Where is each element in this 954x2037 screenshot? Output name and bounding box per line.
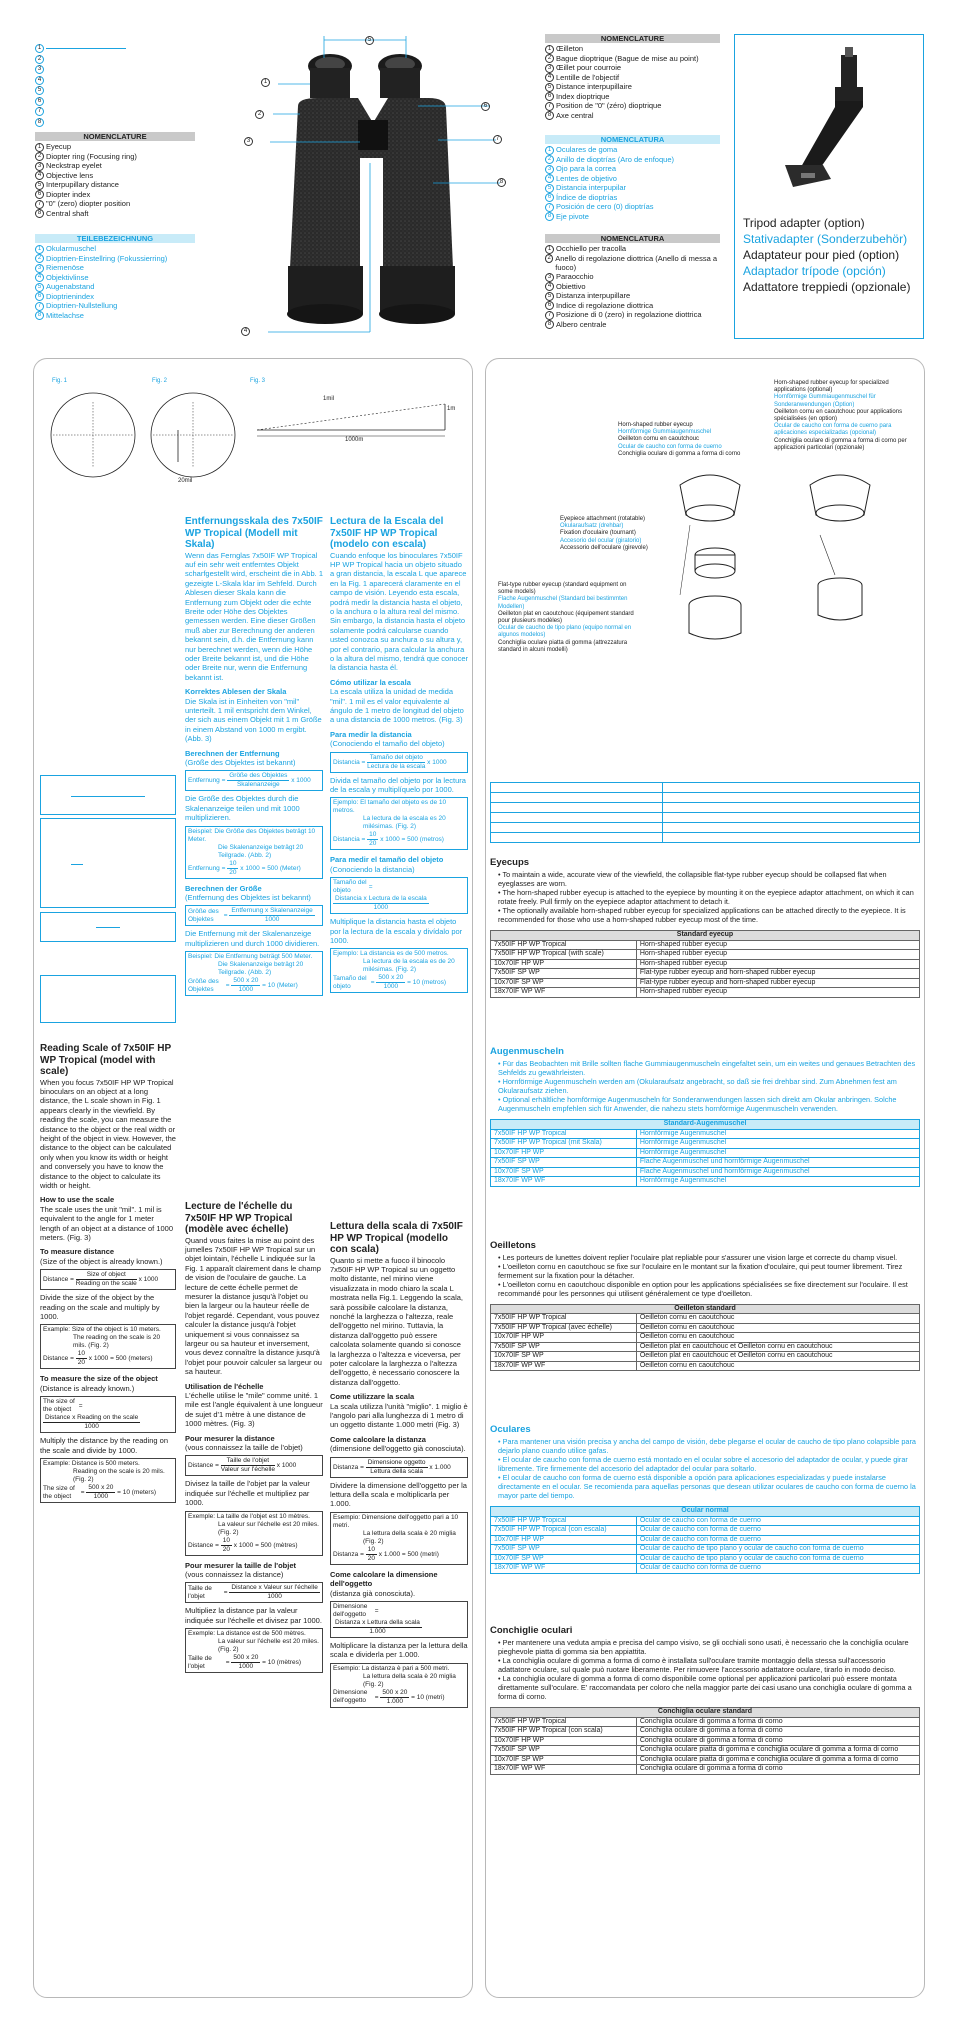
- eyecups-bullet: El ocular de caucho con forma de cuerno está disponible a opción para aplicaciones especializadas y puede instalarse directamente en el ocular. Se recomienda para aquellas personas que desean utilizar oculares de caucho con forma de cuerno la mayor parte del tiempo.: [498, 1472, 916, 1501]
- table-row: 10x70IF HP WP Ocular de caucho con forma de cuerno: [491, 1535, 920, 1545]
- nomenclature-item: Posizione di 0 (zero) in regolazione diottrica: [556, 310, 702, 320]
- callout-number: 2: [35, 55, 44, 64]
- callout-number: 7: [35, 107, 44, 116]
- it-distance-formula: Distanza = $\frac{\text{Dimensione oggetto}}{\text{Lettura della scala}}$ x 1.000: [330, 1457, 468, 1478]
- it-scale-section: [330, 1215, 468, 1711]
- eyecups-de-title: Augenmuscheln: [490, 1046, 564, 1057]
- eyecups-bullet: Hornförmige Augenmuscheln werden am (Okularaufsatz angebracht, so daß sie frei drehbar sind. Zum Abnehmen fest am Okularaufsatz ziehen.: [498, 1076, 897, 1095]
- nomenclature-item: Okularmuschel: [46, 244, 97, 253]
- eyecups-es-title: Oculares: [490, 1424, 531, 1435]
- it-distance-example: Esempio: Dimensione dell'oggetto pari a 10 metri. La lettura della scala è 20 miglia (Fig. 2) Distanza = $\frac{10}{20}$ x 1.000 = 500 (metri): [330, 1512, 468, 1565]
- tripod-label-fr: Adaptateur pour pied (option): [743, 248, 900, 262]
- fr-scale-heading: Pour mesurer la distance: [185, 1433, 275, 1443]
- nomenclature-item: Diopter index: [46, 189, 91, 199]
- de-nomenclature: [35, 234, 195, 320]
- table-row: 18x70IF WP WF Oeilleton cornu en caoutchouc: [491, 1361, 920, 1371]
- standard-eyecup-table: Standard eyecup 7x50IF HP WP Tropical Horn-shaped rubber eyecup 7x50IF HP WP Tropical (with scale) Horn-shaped rubber eyecup 10x70IF HP WP Horn-shaped rubber eyecup 7x50IF SP WP Flat-type rubber eyecup and horn-shaped rubber eyecup 10x70IF SP WP Flat-type rubber eyecup and horn-shaped rubber eyecup 18x70IF WP WF Horn-shaped rubber eyecup: [490, 930, 920, 998]
- de-scale-heading: Berechnen der Entfernung: [185, 748, 280, 758]
- nomenclature-item: Paraocchio: [556, 272, 594, 282]
- table-row: 10x70IF HP WP Horn-shaped rubber eyecup: [491, 959, 920, 969]
- callout-5: 5: [365, 36, 374, 45]
- nomenclature-item: Augenabstand: [46, 282, 95, 292]
- en-scale-text: Divide the size of the object by the reading on the scale and multiply by 1000.: [40, 1293, 160, 1322]
- horn-special-labels: Horn-shaped rubber eyecup for specialized applications (optional) Hornförmige Gummiaugenmuschel für Sonderanwendungen (Option) Oeilleton cornu en caoutchouc pour applications spécialisées (en option) Ocular de caucho con forma de cuerno para aplicaciones especializadas (opcional) Conchiglia oculare di gomma a forma di corno per applicazioni particolari (opzionale): [774, 380, 907, 451]
- ocular-normal-table: Ocular normal 7x50IF HP WP Tropical Ocular de caucho con forma de cuerno 7x50IF HP WP Tropical (con escala) Ocular de caucho con forma de cuerno 10x70IF HP WP Ocular de caucho con forma de cuerno 7x50IF SP WP Ocular de caucho de tipo plano y ocular de caucho con forma de cuerno 10x70IF SP WP Ocular de caucho de tipo plano y ocular de caucho con forma de cuerno 18x70IF WP WF Ocular de caucho con forma de cuerno: [490, 1506, 920, 1574]
- table-row: 7x50IF HP WP Tropical Hornförmige Augenmuschel: [491, 1129, 920, 1139]
- table-row: 10x70IF HP WP Hornförmige Augenmuschel: [491, 1148, 920, 1158]
- en-nomenclature: [35, 132, 195, 218]
- fig3-mil-label: 1mil: [323, 396, 335, 402]
- fig3-1m-label: 1m: [447, 406, 456, 412]
- en-size-formula: The size of the object = $\frac{\text{Distance x Reading on the scale}}{1000}$: [40, 1396, 176, 1433]
- fig2-mils-label: 20mil: [178, 478, 193, 484]
- en-distance-formula: Distance = $\frac{\text{Size of object}}{\text{Reading on the scale}}$ x 1000: [40, 1269, 176, 1290]
- es-nomenclature-title: NOMENCLATURA: [545, 135, 720, 144]
- nomenclature-item: Ojo para la correa: [556, 164, 617, 174]
- eyepiece-attachment-labels: Eyepiece attachment (rotatable) Okularaufsatz (drehbar) Fixation d'oculaire (tournant) Accesorio del ocular (giratorio) Accessorio dell'oculare (girevole): [560, 516, 648, 551]
- it-scale-text: (distanza già conosciuta).: [330, 1588, 416, 1598]
- eyecups-bullet: Para mantener una visión precisa y ancha del campo de visión, debe plegarse el ocular de caucho de tipo plano colapsible para dejarlo plano cuando utilice gafas.: [498, 1436, 916, 1455]
- it-scale-text: (dimensione dell'oggetto già conosciuta).: [330, 1444, 466, 1454]
- fr-scale-section: [185, 1195, 323, 1676]
- en-scale-heading: To measure distance: [40, 1247, 115, 1257]
- eyecups-fr-title: Oeilletons: [490, 1240, 536, 1251]
- eyecups-bullet: La conchiglia oculare di gomma a forma di corno è installata sull'oculare tramite montaggio della stessa sull'accessorio adattatore oculare, sul quale può ruotare liberamente. Per rimuovere l'accessorio adattatore oculare, tirarlo in modo deciso.: [498, 1655, 896, 1674]
- binoculars-illustration: [228, 28, 528, 340]
- callout-number: 3: [35, 65, 44, 74]
- table-row: 7x50IF HP WP Tropical (mit Skala) Hornförmige Augenmuschel: [491, 1139, 920, 1149]
- fig2-reticle: [148, 390, 238, 480]
- table-row: 18x70IF WP WF Ocular de caucho con forma de cuerno: [491, 1564, 920, 1574]
- fig2-label: Fig. 2: [152, 378, 168, 384]
- callout-number: 4: [35, 76, 44, 85]
- nomenclature-item: Riemenöse: [46, 263, 84, 273]
- callout-4: 4: [241, 327, 250, 336]
- nomenclature-item: Lentes de objetivo: [556, 173, 617, 183]
- fr-scale-title: Lecture de l'échelle du 7x50IF HP WP Tropical (modèle avec échelle): [185, 1201, 293, 1235]
- table-row: 7x50IF HP WP Tropical (with scale) Horn-shaped rubber eyecup: [491, 950, 920, 960]
- de-scale-text: (Größe des Objektes ist bekannt): [185, 758, 296, 768]
- eyecups-bullet: Per mantenere una veduta ampia e precisa del campo visivo, se gli occhiali sono usati, è necessario che la conchiglia oculare pieghevole piatta di gomma sia ben appiattita.: [498, 1637, 909, 1656]
- callout-number: 1: [35, 44, 44, 53]
- nomenclature-item: Distancia interpupilar: [556, 183, 627, 193]
- top-number-list: [35, 40, 195, 124]
- it-size-formula: Dimensione dell'oggetto = $\frac{\text{Distanza x Lettura della scala}}{1.000}$: [330, 1601, 468, 1638]
- placeholder-box: [40, 775, 176, 815]
- table-row: 10x70IF SP WP Flat-type rubber eyecup and horn-shaped rubber eyecup: [491, 978, 920, 988]
- callout-number: 6: [35, 97, 44, 106]
- nomenclature-item: Obiettivo: [556, 281, 586, 291]
- placeholder-box: [40, 818, 176, 908]
- nomenclature-item: Lentille de l'objectif: [556, 72, 620, 82]
- eyecups-en-title: Eyecups: [490, 857, 530, 868]
- flat-eyecup-labels: Flat-type rubber eyecup (standard equipment on some models) Flache Augenmuschel (Standard bei bestimmten Modellen) Oeilleton plat en caoutchouc (équipement standard pour plusieurs modèles) Ocular de caucho de tipo plano (equipo normal en algunos modelos) Conchiglia oculare piatta di gomma (attrezzatura standard in alcuni modelli): [498, 582, 634, 653]
- eyecups-bullet: Für das Beobachten mit Brille sollten flache Gummiaugenmuscheln eingefaltet sein, um ein weites und genaues Betrachten des Sehfelds zu gewährleisten.: [498, 1058, 916, 1077]
- nomenclature-item: Anillo de dioptrías (Aro de enfoque): [556, 154, 674, 164]
- de-scale-text: Die Entfernung mit der Skalenanzeige multiplizieren und durch 1000 dividieren.: [185, 929, 320, 948]
- blank-blue-table: [490, 782, 920, 843]
- tripod-label-en: Tripod adapter (option): [743, 216, 865, 230]
- table-row: 7x50IF HP WP Tropical (con scala) Conchiglia oculare di gomma a forma di corno: [491, 1727, 920, 1737]
- fr-scale-heading: Utilisation de l'échelle: [185, 1381, 264, 1391]
- de-distance-formula: Entfernung = $\frac{\text{Größe des Objektes}}{\text{Skalenanzeige}}$ x 1000: [185, 770, 323, 791]
- it-scale-text: La scala utilizza l'unità "miglio". 1 miglio è l'angolo pari alla lunghezza di 1 metro di un oggetto distante 1.000 metri (Fig. 3): [330, 1401, 468, 1430]
- fig1-label: Fig. 1: [52, 378, 68, 384]
- it-scale-intro: Quanto si mette a fuoco il binocolo 7x50IF HP WP Tropical su un oggetto molto distante, nel mirino viene visualizzata in modo chiaro la scala L mostrata nella Fig.1. Leggendo la scala, sarà possibile calcolare la distanza, nonché la larghezza o l'altezza, reale dell'oggetto nel mirino. Tuttavia, la distanza dall'oggetto può essere calcolata solamente quando si conosce la larghezza o l'altezza e viceversa, per poter calcolare la larghezza o l'altezza dell'oggetto, è necessario conoscere la distanza dall'oggetto.: [330, 1255, 463, 1387]
- fig3-angle-diagram: [255, 390, 455, 440]
- tripod-label-es: Adaptador trípode (opción): [743, 264, 886, 278]
- placeholder-box: [40, 912, 176, 942]
- eyecups-it-section: Conchiglie oculari • Per mantenere una veduta ampia e precisa del campo visivo, se gli occhiali sono usati, è necessario che la conchiglia oculare pieghevole piatta di gomma sia ben appiattita. • La conchiglia oculare di gomma a forma di corno è installata sull'oculare tramite montaggio della stessa sull'accessorio adattatore oculare, sul quale può ruotare liberamente. Per rimuovere l'accessorio adattatore oculare, tirarlo in modo deciso. • La conchiglia oculare di gomma a forma di corno disponibile come optional per applicazioni particolari può essere montata direttamente sull'oculare. E' raccomandata per coloro che nella maggior parte dei casi usano una conchiglia oculare di gomma a forma di corno. Conchiglia oculare standard 7x50IF HP WP Tropical Conchiglia oculare di gomma a forma di corno 7x50IF HP WP Tropical (con scala) Conchiglia oculare di gomma a forma di corno 10x70IF HP WP Conchiglia oculare di gomma a forma di corno 7x50IF SP WP Conchiglia oculare piatta di gomma e conchiglia oculare di gomma a forma di corno 10x70IF SP WP Conchiglia oculare piatta di gomma e conchiglia oculare di gomma a forma di corno 18x70IF WP WF Conchiglia oculare di gomma a forma di corno: [490, 1625, 920, 1775]
- nomenclature-item: Oculares de goma: [556, 145, 618, 154]
- en-scale-title: Reading Scale of 7x50IF HP WP Tropical (model with scale): [40, 1043, 171, 1077]
- nomenclature-item: Dioptrien-Einstellring (Fokussierring): [46, 253, 168, 263]
- nomenclature-item: Mittelachse: [46, 310, 84, 320]
- tripod-label-de: Stativadapter (Sonderzubehör): [743, 232, 908, 246]
- nomenclature-item: Distance interpupillaire: [556, 82, 632, 92]
- nomenclature-item: Eyecup: [46, 142, 72, 151]
- it-scale-text: Dividere la dimensione dell'oggetto per la lettura della scala e moltiplicarla per 1.000.: [330, 1480, 467, 1509]
- standard-augenmuschel-table: Standard-Augenmuschel 7x50IF HP WP Tropical Hornförmige Augenmuschel 7x50IF HP WP Tropical (mit Skala) Hornförmige Augenmuschel 10x70IF HP WP Hornförmige Augenmuschel 7x50IF SP WP Flache Augenmuschel und hornförmige Augenmuschel 10x70IF SP WP Flache Augenmuschel und hornförmige Augenmuschel 18x70IF WP WF Hornförmige Augenmuschel: [490, 1119, 920, 1187]
- es-size-example: Ejemplo: La distancia es de 500 metros. La lectura de la escala es de 20 milésimas. (Fig. 2) Tamaño del objeto = $\frac{500 x 20}{1000} = 10$ (metros): [330, 948, 468, 993]
- nomenclature-item: Occhiello per tracolla: [556, 244, 627, 253]
- es-scale-section: [330, 510, 468, 996]
- eyecups-bullet: L'oeilleton cornu en caoutchouc se fixe sur l'oculaire en le montant sur la fixation d'oculaire, qui peut tourner librement. Tirez fermement sur la fixation pour la détacher.: [498, 1261, 903, 1280]
- eyecups-it-title: Conchiglie oculari: [490, 1625, 573, 1636]
- es-scale-text: La escala utiliza la unidad de medida "mil". 1 mil es el valor equivalente al ángulo de 1 metro de longitud del objeto a una distancia de 1000 metros. (Fig. 3): [330, 687, 464, 725]
- de-scale-text: Die Skala ist in Einheiten von "mil" unterteilt. 1 mil entspricht dem Winkel, der sich aus einem Objekt mit 1 m Größe in einem Abstand von 1000 m ergibt. (Abb. 3): [185, 696, 322, 744]
- nomenclature-item: Albero centrale: [556, 319, 607, 329]
- eyecups-es-section: Oculares • Para mantener una visión precisa y ancha del campo de visión, debe plegarse el ocular de caucho de tipo plano colapsible para dejarlo plano cuando utilice gafas. • El ocular de caucho con forma de cuerno está montado en el ocular sobre el accesorio del adaptador de ocular, y puede girar libremente. Tire firmemente del accesorio del adaptador del ocular para soltarlo. • El ocular de caucho con forma de cuerno está disponible a opción para aplicaciones especializadas y puede instalarse directamente en el ocular. Se recomienda para aquellas personas que desean utilizar oculares de caucho con forma de cuerno la mayor parte del tiempo. Ocular normal 7x50IF HP WP Tropical Ocular de caucho con forma de cuerno 7x50IF HP WP Tropical (con escala) Ocular de caucho con forma de cuerno 10x70IF HP WP Ocular de caucho con forma de cuerno 7x50IF SP WP Ocular de caucho de tipo plano y ocular de caucho con forma de cuerno 10x70IF SP WP Ocular de caucho de tipo plano y ocular de caucho con forma de cuerno 18x70IF WP WF Ocular de caucho con forma de cuerno: [490, 1424, 920, 1574]
- eyecups-bullet: To maintain a wide, accurate view of the viewfield, the collapsible flat-type rubber eyecup should be collapsed flat when eyeglasses are worn.: [498, 869, 887, 888]
- es-distance-example: Ejemplo: El tamaño del objeto es de 10 metros. La lectura de la escala es 20 milésimas. (Fig. 2) Distancia = $\frac{10}{20}$ x 1000 = 500 (metros): [330, 797, 468, 850]
- conchiglia-standard-table: Conchiglia oculare standard 7x50IF HP WP Tropical Conchiglia oculare di gomma a forma di corno 7x50IF HP WP Tropical (con scala) Conchiglia oculare di gomma a forma di corno 10x70IF HP WP Conchiglia oculare di gomma a forma di corno 7x50IF SP WP Conchiglia oculare piatta di gomma e conchiglia oculare di gomma a forma di corno 10x70IF SP WP Conchiglia oculare piatta di gomma e conchiglia oculare di gomma a forma di corno 18x70IF WP WF Conchiglia oculare di gomma a forma di corno: [490, 1707, 920, 1775]
- callout-1: 1: [261, 78, 270, 87]
- nomenclature-item: Eje pivote: [556, 211, 589, 221]
- eyecups-de-section: Augenmuscheln • Für das Beobachten mit Brille sollten flache Gummiaugenmuscheln eingefaltet sein, um ein weites und genaues Betrachten des Sehfelds zu gewährleisten. • Hornförmige Augenmuscheln werden am (Okularaufsatz angebracht, so daß sie frei drehbar sind. Zum Abnehmen fest am Okularaufsatz ziehen. • Optional erhältliche hornförmige Augenmuscheln für Sonderanwendungen lassen sich direkt am Okular anbringen. Solche Augenmuscheln empfehlen sich für Anwender, die nahezu stets hornförmige Augenmuscheln verwenden. Standard-Augenmuschel 7x50IF HP WP Tropical Hornförmige Augenmuschel 7x50IF HP WP Tropical (mit Skala) Hornförmige Augenmuschel 10x70IF HP WP Hornförmige Augenmuschel 7x50IF SP WP Flache Augenmuschel und hornförmige Augenmuschel 10x70IF SP WP Flache Augenmuschel und hornförmige Augenmuschel 18x70IF WP WF Hornförmige Augenmuschel: [490, 1046, 920, 1187]
- eyecups-fr-section: Oeilletons • Les porteurs de lunettes doivent replier l'oculaire plat repliable pour s'assurer une vision large et correcte du champ visuel. • L'oeilleton cornu en caoutchouc se fixe sur l'oculaire en le montant sur la fixation d'oculaire, qui peut tourner librement. Tirez fermement sur la fixation pour la détacher. • L'oeilleton cornu en caoutchouc disponible en option pour les applications spécialisées se fixe directement sur l'oculaire. Il est recommandé pour les personnes qui utilisent généralement ce type d'oeilleton. Oeilleton standard 7x50IF HP WP Tropical Oeilleton cornu en caoutchouc 7x50IF HP WP Tropical (avec échelle) Oeilleton cornu en caoutchouc 10x70IF HP WP Oeilleton cornu en caoutchouc 7x50IF SP WP Oeilleton plat en caoutchouc et Oeilleton cornu en caoutchouc 10x70IF SP WP Oeilleton plat en caoutchouc et Oeilleton cornu en caoutchouc 18x70IF WP WF Oeilleton cornu en caoutchouc: [490, 1240, 920, 1371]
- it-scale-text: Moltiplicare la distanza per la lettura della scala e dividerla per 1.000.: [330, 1641, 468, 1660]
- de-distance-example: Beispiel: Die Größe des Objektes beträgt 10 Meter. Die Skalenanzeige beträgt 20 Teilgrade. (Abb. 2) Entfernung = $\frac{10}{20}$ x 1000 = 500 (Meter): [185, 826, 323, 879]
- table-row: 10x70IF HP WP Conchiglia oculare di gomma a forma di corno: [491, 1736, 920, 1746]
- fr-scale-text: Divisez la taille de l'objet par la valeur indiquée sur l'échelle et multipliez par 1000.: [185, 1479, 310, 1508]
- es-scale-heading: Para medir el tamaño del objeto: [330, 855, 444, 865]
- fr-nomenclature-title: NOMENCLATURE: [545, 34, 720, 43]
- it-scale-heading: Come calcolare la distanza: [330, 1434, 426, 1444]
- eyecups-bullet: El ocular de caucho con forma de cuerno está montado en el ocular sobre el accesorio del adaptador de ocular, y puede girar libremente. Tire firmemente del accesorio del adaptador del ocular para soltarlo.: [498, 1454, 908, 1473]
- callout-number: 5: [35, 86, 44, 95]
- fig3-1000m-label: 1000m: [345, 437, 364, 443]
- nomenclature-list: 1 Eyecup 2 Diopter ring (Focusing ring) 3 Neckstrap eyelet 4 Objective lens 5 Interpupillary distance 6 Diopter index 7 "0" (zero) diopter position 8 Central shaft: [35, 142, 195, 218]
- it-size-example: Esempio: La distanza è pari a 500 metri. La lettura della scala è 20 miglia (Fig. 2) Dimensione dell'oggetto = $\frac{500 x 20}{1.000} = 10$ (metri): [330, 1663, 468, 1708]
- callout-3: 3: [244, 137, 253, 146]
- it-nomenclature: NOMENCLATURA 1 Occhiello per tracolla 2 Anello di regolazione diottrica (Anello di messa a fuoco) 3 Paraocchio 4 Obiettivo 5 Distanza interpupillare 6 Indice di regolazione diottrica 7 Posizione di 0 (zero) in regolazione diottrica 8 Albero centrale: [545, 234, 720, 329]
- fr-distance-formula: Distance = $\frac{\text{Taille de l'objet}}{\text{Valeur sur l'échelle}}$ x 1000: [185, 1455, 323, 1476]
- en-scale-section: [40, 1037, 176, 1506]
- es-scale-heading: Para medir la distancia: [330, 729, 412, 739]
- horn-eyecup-labels: Horn-shaped rubber eyecup Hornförmige Gummiaugenmuschel Oeilleton cornu en caoutchouc Ocular de caucho con forma de cuerno Conchiglia oculare di gomma a forma di corno: [618, 422, 741, 457]
- fr-scale-heading: Pour mesurer la taille de l'objet: [185, 1560, 296, 1570]
- nomenclature-item: Axe central: [556, 110, 594, 120]
- tripod-label-it: Adattatore treppiedi (opzionale): [743, 280, 911, 294]
- es-distance-formula: Distancia = $\frac{\text{Tamaño del objeto}}{\text{Lectura de la escala}}$ x 1000: [330, 752, 468, 773]
- es-size-formula: Tamaño del objeto = $\frac{\text{Distancia x Lectura de la escala}}{1000}$: [330, 877, 468, 914]
- table-row: 7x50IF HP WP Tropical Oeilleton cornu en caoutchouc: [491, 1314, 920, 1324]
- nomenclature-item: "0" (zero) diopter position: [46, 199, 131, 209]
- nomenclature-item: Œillet pour courroie: [556, 63, 622, 73]
- fr-scale-text: L'échelle utilise le "mile" comme unité. 1 mile est l'angle équivalent à une longueur de sujet d'1 mètre à une distance de 1000 mètres. (Fig. 3): [185, 1391, 323, 1429]
- table-row: 10x70IF HP WP Oeilleton cornu en caoutchouc: [491, 1333, 920, 1343]
- de-scale-text: (Entfernung des Objektes ist bekannt): [185, 893, 311, 903]
- eyecup-illustration: [660, 465, 880, 655]
- nomenclature-item: Dioptrienindex: [46, 291, 94, 301]
- en-size-example: Example: Distance is 500 meters. Reading on the scale is 20 mils. (Fig. 2) The size of the object = $\frac{500 x 20}{1000} = 10$ (meters): [40, 1458, 176, 1503]
- table-row: 7x50IF HP WP Tropical (con escala) Ocular de caucho con forma de cuerno: [491, 1526, 920, 1536]
- es-scale-text: (Conociendo la distancia): [330, 864, 415, 874]
- en-scale-intro: When you focus 7x50IF HP WP Tropical binoculars on an object at a long distance, the L scale shown in Fig. 1 appears clearly in the viewfield. By reading the scale, you can measure the distance to the object or the real width or height of the object in view. However, the distance to the object can be calculated only when you know its width or height and conversely you have to know the distance to the object to calculate its width or height.: [40, 1077, 176, 1190]
- de-scale-section: [185, 510, 323, 999]
- en-scale-text: (Distance is already known.): [40, 1383, 135, 1393]
- callout-8: 8: [497, 178, 506, 187]
- tripod-adapter-image: [771, 47, 891, 207]
- table-row: 7x50IF SP WP Flat-type rubber eyecup and horn-shaped rubber eyecup: [491, 969, 920, 979]
- table-row: 7x50IF HP WP Tropical Horn-shaped rubber eyecup: [491, 940, 920, 950]
- de-scale-heading: Berechnen der Größe: [185, 883, 262, 893]
- fr-size-example: Exemple: La distance est de 500 mètres. La valeur sur l'échelle est 20 miles. (Fig. 2) Taille de l'objet = $\frac{500 x 20}{1000} = 10$ (mètres): [185, 1628, 323, 1673]
- table-row: 10x70IF SP WP Ocular de caucho de tipo plano y ocular de caucho con forma de cuerno: [491, 1554, 920, 1564]
- de-scale-title: Entfernungsskala des 7x50IF WP Tropical (Modell mit Skala): [185, 516, 323, 550]
- nomenclature-item: Diopter ring (Focusing ring): [46, 151, 137, 161]
- en-scale-heading: To measure the size of the object: [40, 1374, 158, 1384]
- table-row: 7x50IF SP WP Conchiglia oculare piatta di gomma e conchiglia oculare di gomma a forma di corno: [491, 1746, 920, 1756]
- nomenclature-item: Œilleton: [556, 44, 584, 53]
- fig1-reticle: [48, 390, 138, 480]
- nomenclature-item: Anello di regolazione diottrica (Anello di messa a fuoco): [555, 253, 718, 272]
- nomenclature-item: Position de "0" (zéro) dioptrique: [556, 101, 662, 111]
- de-scale-intro: Wenn das Fernglas 7x50IF WP Tropical auf ein sehr weit entferntes Objekt scharfgestellt wird, erscheint die in Abb. 1 gezeigte L-Skala klar im Sehfeld. Durch Ablesen dieser Skala kann die Entfernung zum Objekt oder die echte Breite oder Höhe des Objektes gemessen werden. Eine dieser Größen muß aber zur Berechnung der anderen bekannt sein, d.h. die Entfernung kann nur berechnet werden, wenn die Höhe oder Breite bekannt ist, und die Höhe oder Breite nur, wenn die Entfernung bekannt ist.: [185, 550, 323, 682]
- eyecups-bullet: The optionally available horn-shaped rubber eyecup for specialized applications can be attached directly to the eyepiece. It is recommended for those who use a horn-shaped rubber eyecup most of the time.: [498, 905, 906, 924]
- nomenclature-item: Bague dioptrique (Bague de mise au point): [556, 53, 699, 63]
- en-scale-heading: How to use the scale: [40, 1195, 115, 1205]
- it-scale-heading: Come calcolare la dimensione dell'oggetto: [330, 1569, 438, 1589]
- table-row: 18x70IF WP WF Horn-shaped rubber eyecup: [491, 988, 920, 998]
- eyecups-bullet: La conchiglia oculare di gomma a forma di corno disponibile come optional per applicazioni particolari può essere montata direttamente sull'oculare. E' raccomandata per coloro che nella maggior parte dei casi usano una conchiglia oculare di gomma a forma di corno.: [498, 1673, 912, 1702]
- nomenclature-item: Neckstrap eyelet: [46, 161, 102, 171]
- callout-2: 2: [255, 110, 264, 119]
- table-row: 10x70IF SP WP Oeilleton plat en caoutchouc et Oeilleton cornu en caoutchouc: [491, 1352, 920, 1362]
- en-scale-text: The scale uses the unit "mil". 1 mil is equivalent to the angle for 1 meter length of an object at a distance of 1000 meters. (Fig. 3): [40, 1204, 174, 1242]
- de-scale-text: Die Größe des Objektes durch die Skalenanzeige teilen und mit 1000 multiplizieren.: [185, 794, 300, 823]
- en-nomenclature-title: NOMENCLATURE: [35, 132, 195, 141]
- it-scale-heading: Come utilizzare la scala: [330, 1392, 415, 1402]
- it-scale-title: Lettura della scala di 7x50IF HP WP Tropical (modello con scala): [330, 1221, 463, 1255]
- nomenclature-item: Objective lens: [46, 170, 94, 180]
- table-row: 7x50IF SP WP Oeilleton plat en caoutchouc et Oeilleton cornu en caoutchouc: [491, 1342, 920, 1352]
- es-scale-text: Divida el tamaño del objeto por la lectura de la escala y multiplíquelo por 1000.: [330, 775, 466, 795]
- table-row: 7x50IF SP WP Flache Augenmuschel und hornförmige Augenmuschel: [491, 1158, 920, 1168]
- nomenclature-item: Distanza interpupillare: [556, 291, 631, 301]
- placeholder-box: [40, 975, 176, 1023]
- fr-scale-text: (vous connaissez la distance): [185, 1570, 284, 1580]
- es-scale-intro: Cuando enfoque los binoculares 7x50IF HP WP Tropical hacia un objeto situado a gran distancia, la escala L que aparece en la Fig. 1 aparecerá claramente en el campo de visión. Leyendo esta escala, podrá medir la distancia hasta el objeto, o la anchura o la altura real del mismo. Sin embargo, la distancia hasta el objeto solamente podrá calcularse cuando usted conozca su anchura o su altura y, por el contrario, para calcular la anchura o la altura del mismo, tendrá que conocer la distancia hasta él.: [330, 550, 468, 673]
- nomenclature-item: Interpupillary distance: [46, 180, 119, 190]
- it-nomenclature-title: NOMENCLATURA: [545, 234, 720, 243]
- en-scale-text: Multiply the distance by the reading on the scale and divide by 1000.: [40, 1436, 168, 1455]
- fr-size-formula: Taille de l'objet = $\frac{\text{Distance x Valeur sur l'échelle}}{1000}$: [185, 1582, 323, 1603]
- de-size-example: Beispiel: Die Entfernung beträgt 500 Meter. Die Skalenanzeige beträgt 20 Teilgrade. (Abb. 2) Größe des Objektes = $\frac{500 x 20}{1000} = 10$ (Meter): [185, 951, 323, 996]
- oeilleton-standard-table: Oeilleton standard 7x50IF HP WP Tropical Oeilleton cornu en caoutchouc 7x50IF HP WP Tropical (avec échelle) Oeilleton cornu en caoutchouc 10x70IF HP WP Oeilleton cornu en caoutchouc 7x50IF SP WP Oeilleton plat en caoutchouc et Oeilleton cornu en caoutchouc 10x70IF SP WP Oeilleton plat en caoutchouc et Oeilleton cornu en caoutchouc 18x70IF WP WF Oeilleton cornu en caoutchouc: [490, 1304, 920, 1372]
- nomenclature-item: Posición de cero (0) dioptrías: [556, 202, 654, 212]
- de-nomenclature-title: TEILEBEZEICHNUNG: [35, 234, 195, 243]
- en-scale-text: (Size of the object is already known.): [40, 1256, 163, 1266]
- eyecups-bullet: Optional erhältliche hornförmige Augenmuscheln für Sonderanwendungen lassen sich direkt am Okular anbringen. Solche Augenmuscheln empfehlen sich für Anwender, die nahezu stets hornförmige Augenmuscheln verwenden.: [498, 1094, 897, 1113]
- fig3-label: Fig. 3: [250, 378, 266, 384]
- table-row: 10x70IF SP WP Conchiglia oculare piatta di gomma e conchiglia oculare di gomma a forma di corno: [491, 1755, 920, 1765]
- eyecups-bullet: L'oeilleton cornu en caoutchouc disponible en option pour les applications spécialisées se fixe directement sur l'oculaire. Il est recommandé pour les personnes qui utilisent généralement ce type d'oeilleton.: [498, 1279, 908, 1298]
- es-scale-heading: Cómo utilizar la escala: [330, 677, 411, 687]
- table-row: 7x50IF HP WP Tropical Conchiglia oculare di gomma a forma di corno: [491, 1717, 920, 1727]
- fr-scale-intro: Quand vous faites la mise au point des jumelles 7x50IF HP WP Tropical sur un objet lointain, l'échelle L indiquée sur la Fig. 1 apparaît clairement dans le champ de vision de l'oculaire de gauche. La lecture de cette échelle permet de mesurer la distance jusqu'à l'objet ou bien la largeur ou la hauteur réelle de l'objet regardé. Cependant, vous pouvez calculer la distance jusqu'à l'objet uniquement si vous connaissez sa largeur ou sa hauteur et inversement, vous devez connaître la distance jusqu'à l'objet pour pouvoir calculer sa largeur ou sa hauteur.: [185, 1235, 322, 1377]
- nomenclature-item: Index dioptrique: [556, 91, 610, 101]
- callout-6: 6: [481, 102, 490, 111]
- fr-distance-example: Exemple: La taille de l'objet est 10 mètres. La valeur sur l'échelle est 20 miles. (Fig. 2) Distance = $\frac{10}{20}$ x 1000 = 500 (mètres): [185, 1511, 323, 1556]
- table-row: 7x50IF HP WP Tropical Ocular de caucho con forma de cuerno: [491, 1516, 920, 1526]
- nomenclature-item: Indice di regolazione diottrica: [556, 300, 654, 310]
- tripod-adapter-box: [734, 34, 924, 339]
- table-row: 7x50IF SP WP Ocular de caucho de tipo plano y ocular de caucho con forma de cuerno: [491, 1545, 920, 1555]
- nomenclature-item: Índice de dioptrías: [556, 192, 618, 202]
- fr-scale-text: Multipliez la distance par la valeur indiquée sur l'échelle et divisez par 1000.: [185, 1606, 322, 1625]
- de-scale-heading: Korrektes Ablesen der Skala: [185, 687, 287, 697]
- es-scale-text: (Conociendo el tamaño del objeto): [330, 739, 445, 749]
- table-row: 18x70IF WP WF Hornförmige Augenmuschel: [491, 1177, 920, 1187]
- nomenclature-list: 1 Okularmuschel 2 Dioptrien-Einstellring (Fokussierring) 3 Riemenöse 4 Objektivlinse 5 Augenabstand 6 Dioptrienindex 7 Dioptrien-Nullstellung 8 Mittelachse: [35, 244, 195, 320]
- table-row: 10x70IF SP WP Flache Augenmuschel und hornförmige Augenmuschel: [491, 1167, 920, 1177]
- eyecups-bullet: The horn-shaped rubber eyecup is attached to the eyepiece by mounting it on the eyepiece adaptor attachment, on which it can rotate freely. Pull firmly on the eyepiece adaptor attachment to detach it.: [498, 887, 914, 906]
- de-size-formula: Größe des Objektes = $\frac{\text{Entfernung x Skalenanzeige}}{1000}$: [185, 905, 323, 926]
- es-nomenclature: NOMENCLATURA 1 Oculares de goma 2 Anillo de dioptrías (Aro de enfoque) 3 Ojo para la correa 4 Lentes de objetivo 5 Distancia interpupilar 6 Índice de dioptrías 7 Posición de cero (0) dioptrías 8 Eje pivote: [545, 135, 720, 221]
- fr-scale-text: (vous connaissez la taille de l'objet): [185, 1443, 303, 1453]
- table-row: 18x70IF WP WF Conchiglia oculare di gomma a forma di corno: [491, 1765, 920, 1775]
- callout-7: 7: [493, 135, 502, 144]
- eyecups-en-section: Eyecups • To maintain a wide, accurate view of the viewfield, the collapsible flat-type rubber eyecup should be collapsed flat when eyeglasses are worn. • The horn-shaped rubber eyecup is attached to the eyepiece by mounting it on the eyepiece adaptor attachment, on which it can rotate freely. Pull firmly on the eyepiece adaptor attachment to detach it. • The optionally available horn-shaped rubber eyecup for specialized applications can be attached directly to the eyepiece. It is recommended for those who use a horn-shaped rubber eyecup most of the time. Standard eyecup 7x50IF HP WP Tropical Horn-shaped rubber eyecup 7x50IF HP WP Tropical (with scale) Horn-shaped rubber eyecup 10x70IF HP WP Horn-shaped rubber eyecup 7x50IF SP WP Flat-type rubber eyecup and horn-shaped rubber eyecup 10x70IF SP WP Flat-type rubber eyecup and horn-shaped rubber eyecup 18x70IF WP WF Horn-shaped rubber eyecup: [490, 857, 920, 998]
- callout-number: 8: [35, 118, 44, 127]
- nomenclature-item: Objektivlinse: [46, 272, 89, 282]
- fr-nomenclature: NOMENCLATURE 1 Œilleton 2 Bague dioptrique (Bague de mise au point) 3 Œillet pour courroie 4 Lentille de l'objectif 5 Distance interpupillaire 6 Index dioptrique 7 Position de "0" (zéro) dioptrique 8 Axe central: [545, 34, 720, 120]
- en-distance-example: Example: Size of the object is 10 meters. The reading on the scale is 20 mils. (Fig. 2) Distance = $\frac{10}{20}$ x 1000 = 500 (meters): [40, 1324, 176, 1369]
- eyecups-bullet: Les porteurs de lunettes doivent replier l'oculaire plat repliable pour s'assurer une vision large et correcte du champ visuel.: [502, 1252, 898, 1262]
- es-scale-text: Multiplique la distancia hasta el objeto por la lectura de la escala y divídalo por 1000.: [330, 917, 463, 946]
- nomenclature-item: Dioptrien-Nullstellung: [46, 301, 118, 311]
- es-scale-title: Lectura de la Escala del 7x50IF HP WP Tropical (modelo con escala): [330, 516, 444, 550]
- table-row: 7x50IF HP WP Tropical (avec échelle) Oeilleton cornu en caoutchouc: [491, 1323, 920, 1333]
- nomenclature-item: Central shaft: [46, 208, 89, 218]
